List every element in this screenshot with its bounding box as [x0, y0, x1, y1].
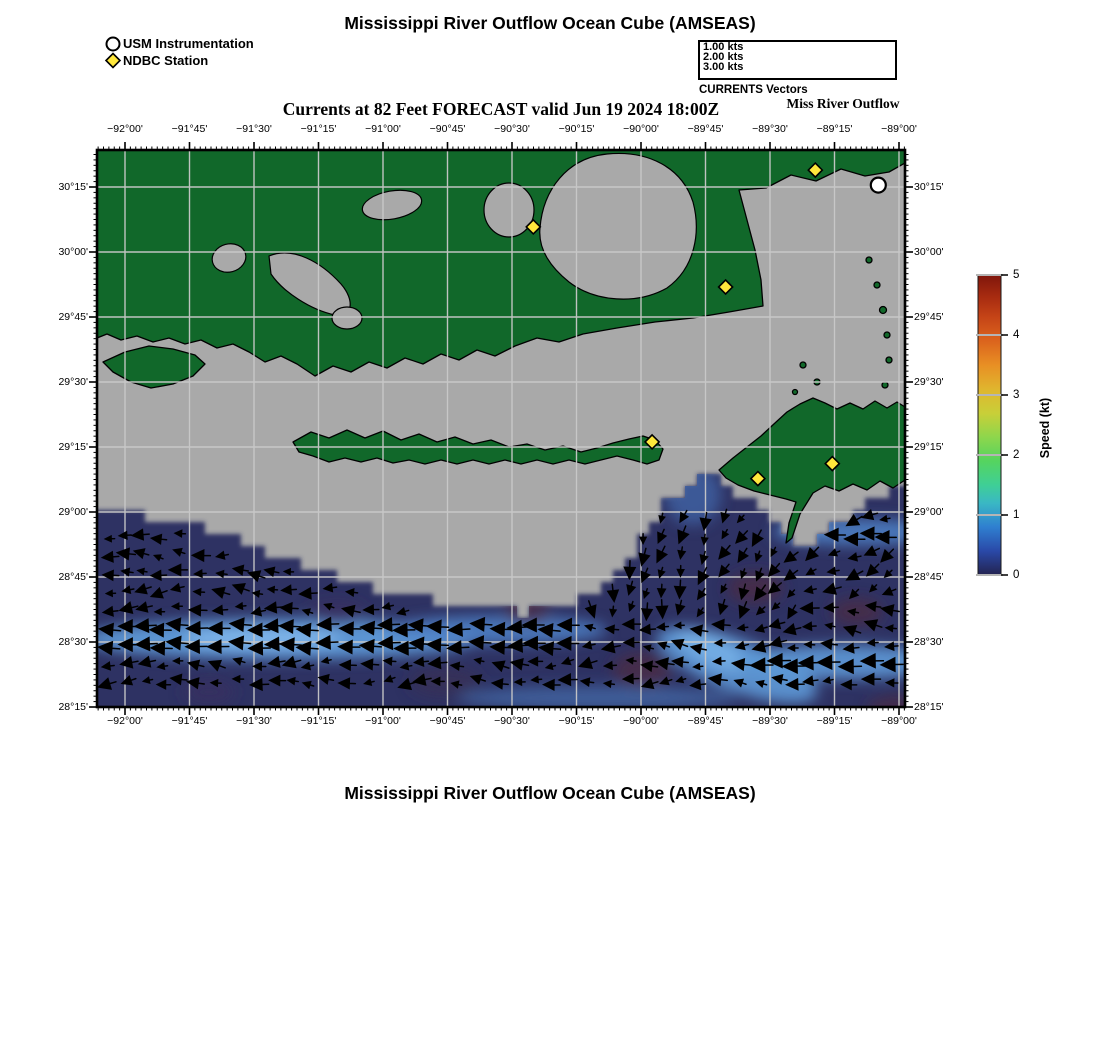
- footer-title: Mississippi River Outflow Ocean Cube (AMSEAS): [344, 783, 756, 803]
- x-tick-label-bottom: −89°15': [816, 715, 853, 727]
- y-tick-label-right: 29°30': [914, 376, 944, 388]
- y-tick-label-left: 29°45': [58, 311, 88, 323]
- x-tick-label-bottom: −91°15': [300, 715, 337, 727]
- x-tick-label-bottom: −89°30': [752, 715, 788, 727]
- y-tick-label-right: 28°30': [914, 636, 944, 648]
- y-tick-label-right: 29°45': [914, 311, 944, 323]
- colorbar-tick-label: 4: [1013, 329, 1020, 341]
- x-tick-label-top: −91°30': [236, 123, 272, 135]
- map-subtitle: Currents at 82 Feet FORECAST valid Jun 19 2024 18:00Z: [282, 99, 720, 119]
- colorbar-tick-label: 0: [1013, 569, 1020, 581]
- y-tick-label-left: 28°30': [58, 636, 88, 648]
- colorbar-tick-label: 5: [1013, 269, 1020, 281]
- colorbar: [978, 275, 1001, 575]
- ndbc-legend-icon: [106, 54, 120, 68]
- x-tick-label-top: −90°15': [558, 123, 595, 135]
- x-tick-label-bottom: −92°00': [107, 715, 143, 727]
- usm-legend-icon: [107, 38, 120, 51]
- x-tick-label-bottom: −91°30': [236, 715, 272, 727]
- y-tick-label-right: 29°15': [914, 441, 944, 453]
- y-tick-label-left: 29°00': [58, 506, 88, 518]
- x-tick-label-top: −91°45': [171, 123, 208, 135]
- x-tick-label-top: −91°15': [300, 123, 337, 135]
- vector-scale-caption: CURRENTS Vectors: [699, 84, 808, 96]
- legend-ndbc-label: NDBC Station: [123, 52, 209, 68]
- x-tick-label-top: −89°15': [816, 123, 853, 135]
- y-tick-label-left: 30°15': [58, 181, 88, 193]
- y-tick-label-right: 29°00': [914, 506, 944, 518]
- y-tick-label-right: 28°45': [914, 571, 944, 583]
- y-tick-label-left: 29°30': [58, 376, 88, 388]
- y-tick-label-right: 28°15': [914, 701, 944, 713]
- vector-scale-row-1: 1.00 kts: [703, 41, 744, 53]
- y-tick-label-right: 30°15': [914, 181, 944, 193]
- x-tick-label-bottom: −91°45': [171, 715, 208, 727]
- colorbar-axis-label: Speed (kt): [1038, 397, 1052, 459]
- x-tick-label-top: −90°00': [623, 123, 659, 135]
- x-tick-label-bottom: −89°00': [881, 715, 917, 727]
- page-title: Mississippi River Outflow Ocean Cube (AMSEAS): [344, 13, 756, 33]
- x-tick-label-top: −89°00': [881, 123, 917, 135]
- x-tick-label-top: −92°00': [107, 123, 143, 135]
- x-tick-label-bottom: −90°00': [623, 715, 659, 727]
- x-tick-label-bottom: −90°45': [429, 715, 466, 727]
- usm-instrumentation-marker: [871, 178, 886, 193]
- y-tick-label-left: 28°45': [58, 571, 88, 583]
- x-tick-label-bottom: −91°00': [365, 715, 401, 727]
- colorbar-tick-label: 2: [1013, 449, 1020, 461]
- x-tick-label-top: −91°00': [365, 123, 401, 135]
- legend-usm-label: USM Instrumentation: [123, 36, 254, 51]
- x-tick-label-top: −89°30': [752, 123, 788, 135]
- colorbar-tick-label: 3: [1013, 389, 1020, 401]
- lake-pontchartrain: [540, 153, 696, 299]
- x-tick-label-bottom: −90°15': [558, 715, 595, 727]
- x-tick-label-top: −90°45': [429, 123, 466, 135]
- lake-maurepas: [484, 183, 534, 237]
- y-tick-label-left: 28°15': [58, 701, 88, 713]
- y-tick-label-left: 30°00': [58, 246, 88, 258]
- x-tick-label-top: −89°45': [687, 123, 724, 135]
- colorbar-tick-label: 1: [1013, 509, 1020, 521]
- x-tick-label-top: −90°30': [494, 123, 530, 135]
- vector-scale-row-2: 2.00 kts: [703, 51, 744, 63]
- x-tick-label-bottom: −90°30': [494, 715, 530, 727]
- x-tick-label-bottom: −89°45': [687, 715, 724, 727]
- region-label: Miss River Outflow: [786, 96, 900, 111]
- vector-scale-row-3: 3.00 kts: [703, 61, 744, 73]
- y-tick-label-right: 30°00': [914, 246, 944, 258]
- y-tick-label-left: 29°15': [58, 441, 88, 453]
